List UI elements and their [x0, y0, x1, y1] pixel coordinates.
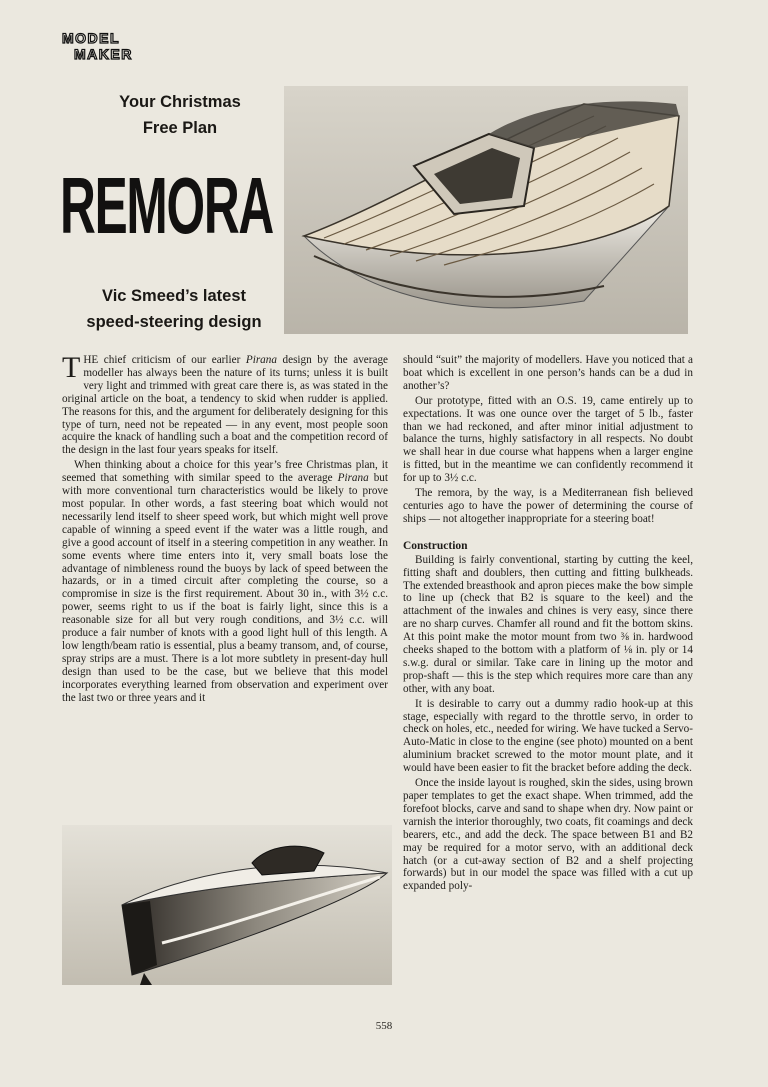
italic-boat-name: Pirana	[245, 354, 277, 366]
article-title: REMORA	[60, 161, 273, 250]
article-paragraph	[62, 351, 389, 457]
article-paragraph	[62, 459, 388, 704]
article-paragraph: Once the inside layout is roughed, skin the sides, using brown paper templates to get the exact shape. When trimmed, add the forefoot blocks, carve and sand to shape when dry. Now paint or varnish the interior thoroughly, two coats, fit coamings and deck bearers, etc., and add the deck. The space between B1 and B2 may be required for a motor servo, with an additional deck hatch (or a cut-away section of B2 and a shelf projecting forwards) but in our model the space was filled with a cut up expanded poly-	[403, 777, 693, 893]
masthead-line-2: MAKER	[74, 46, 133, 62]
boat-photo-top	[284, 86, 688, 334]
boat-photo-top-illustration	[284, 86, 688, 334]
paragraph-text: HE chief criticism of our earlier	[83, 354, 246, 366]
drop-cap: T	[62, 351, 81, 384]
boat-photo-bottom-illustration	[62, 825, 392, 985]
kicker-line-2: Free Plan	[142, 119, 218, 137]
article-paragraph: It is desirable to carry out a dummy radio hook-up at this stage, especially with regard to the throttle servo, in order to check on holes, etc., needed for wiring. We have tucked a Servo-Auto-Matic in close to the engine (see photo) mounted on a bent aluminium bracket screwed to the motor mount plate, and it would have been easier to fit the bracket before adding the deck.	[403, 697, 693, 775]
section-heading-construction: Construction	[403, 539, 468, 552]
paragraph-text: design by the average modeller has always been the nature of its turns; unless it is built very light and trimmed with great care there is, as was stated in the original article on the boat, a tendency to skid when rudder is applied. The reasons for this, and the argument for deliberately designing for this type of turn, need not be repeated — in any event, most people soon acquire the knack of handling such a boat and the competition record of the design in the last four years speaks for itself.	[62, 354, 389, 457]
page-number: 558	[375, 1020, 393, 1032]
kicker-line-1: Your Christmas	[119, 93, 241, 111]
article-paragraph: Our prototype, fitted with an O.S. 19, came entirely up to expectations. It was one ounce over the target of 5 lb., faster than we had reckoned, and after minor initial adjustment to balance the turns, highly satisfactory in all respects. No doubt we shall hear in due course what happens when a larger engine is fitted, but in the meantime we can confidently recommend it for up to 3½ c.c.	[403, 394, 693, 485]
subtitle-line-2: speed-steering design	[86, 313, 262, 331]
article-column-right	[403, 354, 693, 893]
article-paragraph: should “suit” the majority of modellers. Have you noticed that a boat which is excellent in one person’s hands can be a dud in another’s?	[403, 354, 693, 392]
paragraph-text: but with more conventional turn characteristics would be likely to prove most popular. In other words, a fast steering boat which would not necessarily lend itself to sheer speed work, but which might well prove capable of winning a speed event if the water was a little rough, and give a good account of itself in a steering competition in any weather. In some events where time enters into it, very small boats lose the advantage of nimbleness round the buoys by lack of speed between the hazards, or in a timed circuit after completing the course, so a compromise in size is the first requirement. About 30 in., with 3½ c.c. power, seems right to us if the boat is fairly light, since this is a reasonable size for all but very rough conditions, and 3½ c.c. will produce a fair number of knots with a good light hull of this length. A low length/beam ratio is essential, plus a beamy transom, and, of course, spray strips are a must. There is a lot more subtlety in present-day hull design than used to be the case, but we believe that this model incorporates everything learned from observation and experiment over the last two or three years and it	[62, 472, 389, 704]
paragraph-text: When thinking about a choice for this year’s free Christmas plan, it seemed that something with similar speed to the average	[62, 459, 388, 485]
masthead-logo	[62, 30, 144, 62]
article-paragraph: Building is fairly conventional, starting by cutting the keel, fitting shaft and doublers, then cutting and fitting bulkheads. The extended breasthook and apron pieces make the bow simple to line up (check that B2 is square to the keel) and the attachment of the inwales and chines is very easy, since there are no sharp curves. Chamfer all round and fit the bottom skins. At this point make the motor mount from two ⅜ in. hardwood cheeks shaped to the bottom with a platform of ⅛ in. ply or 14 s.w.g. dural or similar. Take care in lining up the motor and prop-shaft — this is the step which requires more care than any other, with any boat.	[403, 553, 693, 695]
italic-boat-name: Pirana	[337, 472, 369, 485]
masthead-line-1: MODEL	[62, 30, 121, 46]
article-paragraph: The remora, by the way, is a Mediterranean fish believed centuries ago to have the power of determining the course of ships — not altogether inappropriate for a steering boat!	[403, 487, 693, 525]
subtitle-line-1: Vic Smeed’s latest	[102, 287, 246, 305]
boat-photo-bottom	[62, 825, 392, 985]
article-column-left	[62, 351, 389, 704]
